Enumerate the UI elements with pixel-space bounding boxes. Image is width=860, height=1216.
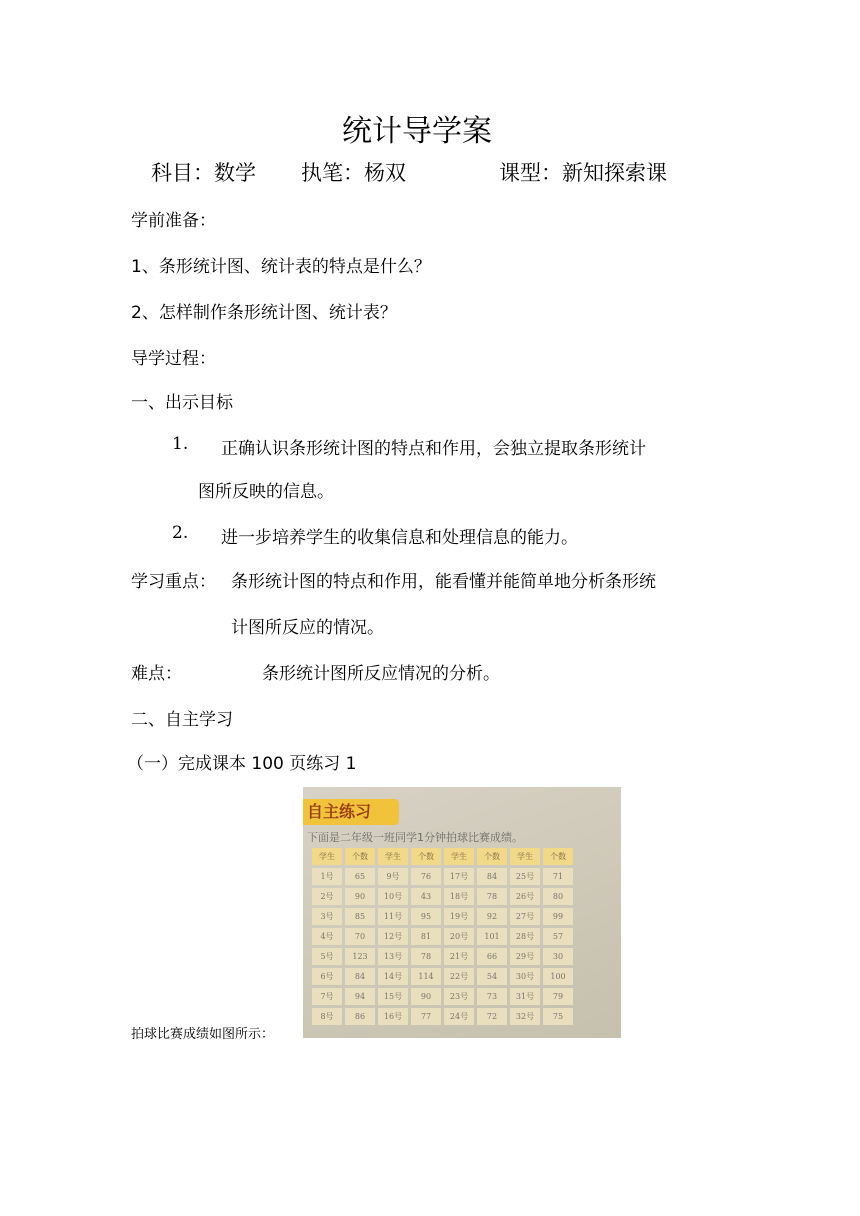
- difficulty-text: 条形统计图所反应情况的分析。: [262, 664, 500, 684]
- table-cell: 30号: [510, 968, 540, 985]
- table-header-cell: 学生: [444, 848, 474, 865]
- table-header-cell: 学生: [510, 848, 540, 865]
- table-cell: 12号: [378, 928, 408, 945]
- table-cell: 101: [477, 928, 507, 945]
- table-cell: 28号: [510, 928, 540, 945]
- goal-2-text: 进一步培养学生的收集信息和处理信息的能力。: [221, 528, 578, 548]
- table-cell: 4号: [312, 928, 342, 945]
- key-point-text-cont: 计图所反应的情况。: [231, 618, 384, 638]
- goal-1-number: 1.: [172, 434, 189, 454]
- score-table: [309, 845, 576, 1028]
- photo-caption: 下面是二年级一班同学1分钟拍球比赛成绩。: [307, 831, 523, 844]
- table-row: [312, 888, 573, 905]
- table-cell: 90: [411, 988, 441, 1005]
- table-cell: 22号: [444, 968, 474, 985]
- table-cell: 1号: [312, 868, 342, 885]
- image-caption: 拍球比赛成绩如图所示：: [131, 1027, 275, 1042]
- table-cell: 66: [477, 948, 507, 965]
- table-cell: 27号: [510, 908, 540, 925]
- table-cell: 7号: [312, 988, 342, 1005]
- table-cell: 73: [477, 988, 507, 1005]
- table-cell: 86: [345, 1008, 375, 1025]
- key-point-label: 学习重点：: [131, 572, 216, 592]
- table-cell: 2号: [312, 888, 342, 905]
- table-cell: 17号: [444, 868, 474, 885]
- prep-question-2: 2、怎样制作条形统计图、统计表？: [131, 303, 397, 323]
- table-cell: 10号: [378, 888, 408, 905]
- table-cell: 31号: [510, 988, 540, 1005]
- table-cell: 57: [543, 928, 573, 945]
- table-cell: 92: [477, 908, 507, 925]
- table-row: [312, 988, 573, 1005]
- table-cell: 75: [543, 1008, 573, 1025]
- table-row: [312, 948, 573, 965]
- table-cell: 90: [345, 888, 375, 905]
- table-row: [312, 928, 573, 945]
- table-cell: 79: [543, 988, 573, 1005]
- table-cell: 11号: [378, 908, 408, 925]
- table-cell: 9号: [378, 868, 408, 885]
- table-cell: 70: [345, 928, 375, 945]
- table-cell: 21号: [444, 948, 474, 965]
- table-cell: 20号: [444, 928, 474, 945]
- table-cell: 23号: [444, 988, 474, 1005]
- table-cell: 71: [543, 868, 573, 885]
- photo-banner: 自主练习: [303, 799, 399, 825]
- table-cell: 84: [477, 868, 507, 885]
- table-header-row: [312, 848, 573, 865]
- key-point-text: 条形统计图的特点和作用，能看懂并能简单地分析条形统: [231, 572, 656, 592]
- table-cell: 32号: [510, 1008, 540, 1025]
- table-header-cell: 个数: [477, 848, 507, 865]
- table-cell: 15号: [378, 988, 408, 1005]
- goal-2-number: 2.: [172, 523, 189, 543]
- table-cell: 94: [345, 988, 375, 1005]
- table-cell: 84: [345, 968, 375, 985]
- lesson-type-label: 课型：新知探索课: [499, 161, 667, 185]
- subject-label: 科目：数学: [151, 161, 256, 185]
- table-cell: 5号: [312, 948, 342, 965]
- exercise-instruction: （一）完成课本 100 页练习 1: [127, 754, 357, 774]
- table-cell: 26号: [510, 888, 540, 905]
- section-self-study-heading: 二、自主学习: [131, 710, 233, 730]
- table-cell: 16号: [378, 1008, 408, 1025]
- table-cell: 3号: [312, 908, 342, 925]
- table-cell: 78: [411, 948, 441, 965]
- table-cell: 6号: [312, 968, 342, 985]
- table-cell: 14号: [378, 968, 408, 985]
- goal-1-text: 正确认识条形统计图的特点和作用，会独立提取条形统计: [221, 439, 646, 459]
- textbook-photo: [303, 787, 621, 1038]
- table-cell: 54: [477, 968, 507, 985]
- table-cell: 29号: [510, 948, 540, 965]
- table-cell: 77: [411, 1008, 441, 1025]
- table-cell: 114: [411, 968, 441, 985]
- table-cell: 72: [477, 1008, 507, 1025]
- table-cell: 99: [543, 908, 573, 925]
- table-cell: 78: [477, 888, 507, 905]
- table-row: [312, 868, 573, 885]
- table-cell: 30: [543, 948, 573, 965]
- table-header-cell: 学生: [378, 848, 408, 865]
- table-cell: 19号: [444, 908, 474, 925]
- prep-heading: 学前准备：: [131, 211, 216, 231]
- table-cell: 24号: [444, 1008, 474, 1025]
- table-cell: 18号: [444, 888, 474, 905]
- table-cell: 13号: [378, 948, 408, 965]
- table-cell: 80: [543, 888, 573, 905]
- table-header-cell: 个数: [543, 848, 573, 865]
- table-cell: 85: [345, 908, 375, 925]
- author-label: 执笔：杨双: [301, 161, 406, 185]
- table-cell: 100: [543, 968, 573, 985]
- document-title: 统计导学案: [342, 114, 492, 149]
- table-row: [312, 968, 573, 985]
- difficulty-label: 难点：: [131, 664, 182, 684]
- table-row: [312, 908, 573, 925]
- table-cell: 65: [345, 868, 375, 885]
- table-cell: 8号: [312, 1008, 342, 1025]
- table-cell: 76: [411, 868, 441, 885]
- process-heading: 导学过程：: [131, 349, 216, 369]
- table-header-cell: 个数: [411, 848, 441, 865]
- table-cell: 43: [411, 888, 441, 905]
- table-header-cell: 学生: [312, 848, 342, 865]
- goal-1-text-cont: 图所反映的信息。: [198, 482, 334, 502]
- table-header-cell: 个数: [345, 848, 375, 865]
- table-row: [312, 1008, 573, 1025]
- section-goals-heading: 一、出示目标: [131, 393, 233, 413]
- table-cell: 25号: [510, 868, 540, 885]
- table-cell: 81: [411, 928, 441, 945]
- table-cell: 95: [411, 908, 441, 925]
- prep-question-1: 1、条形统计图、统计表的特点是什么？: [131, 257, 431, 277]
- table-cell: 123: [345, 948, 375, 965]
